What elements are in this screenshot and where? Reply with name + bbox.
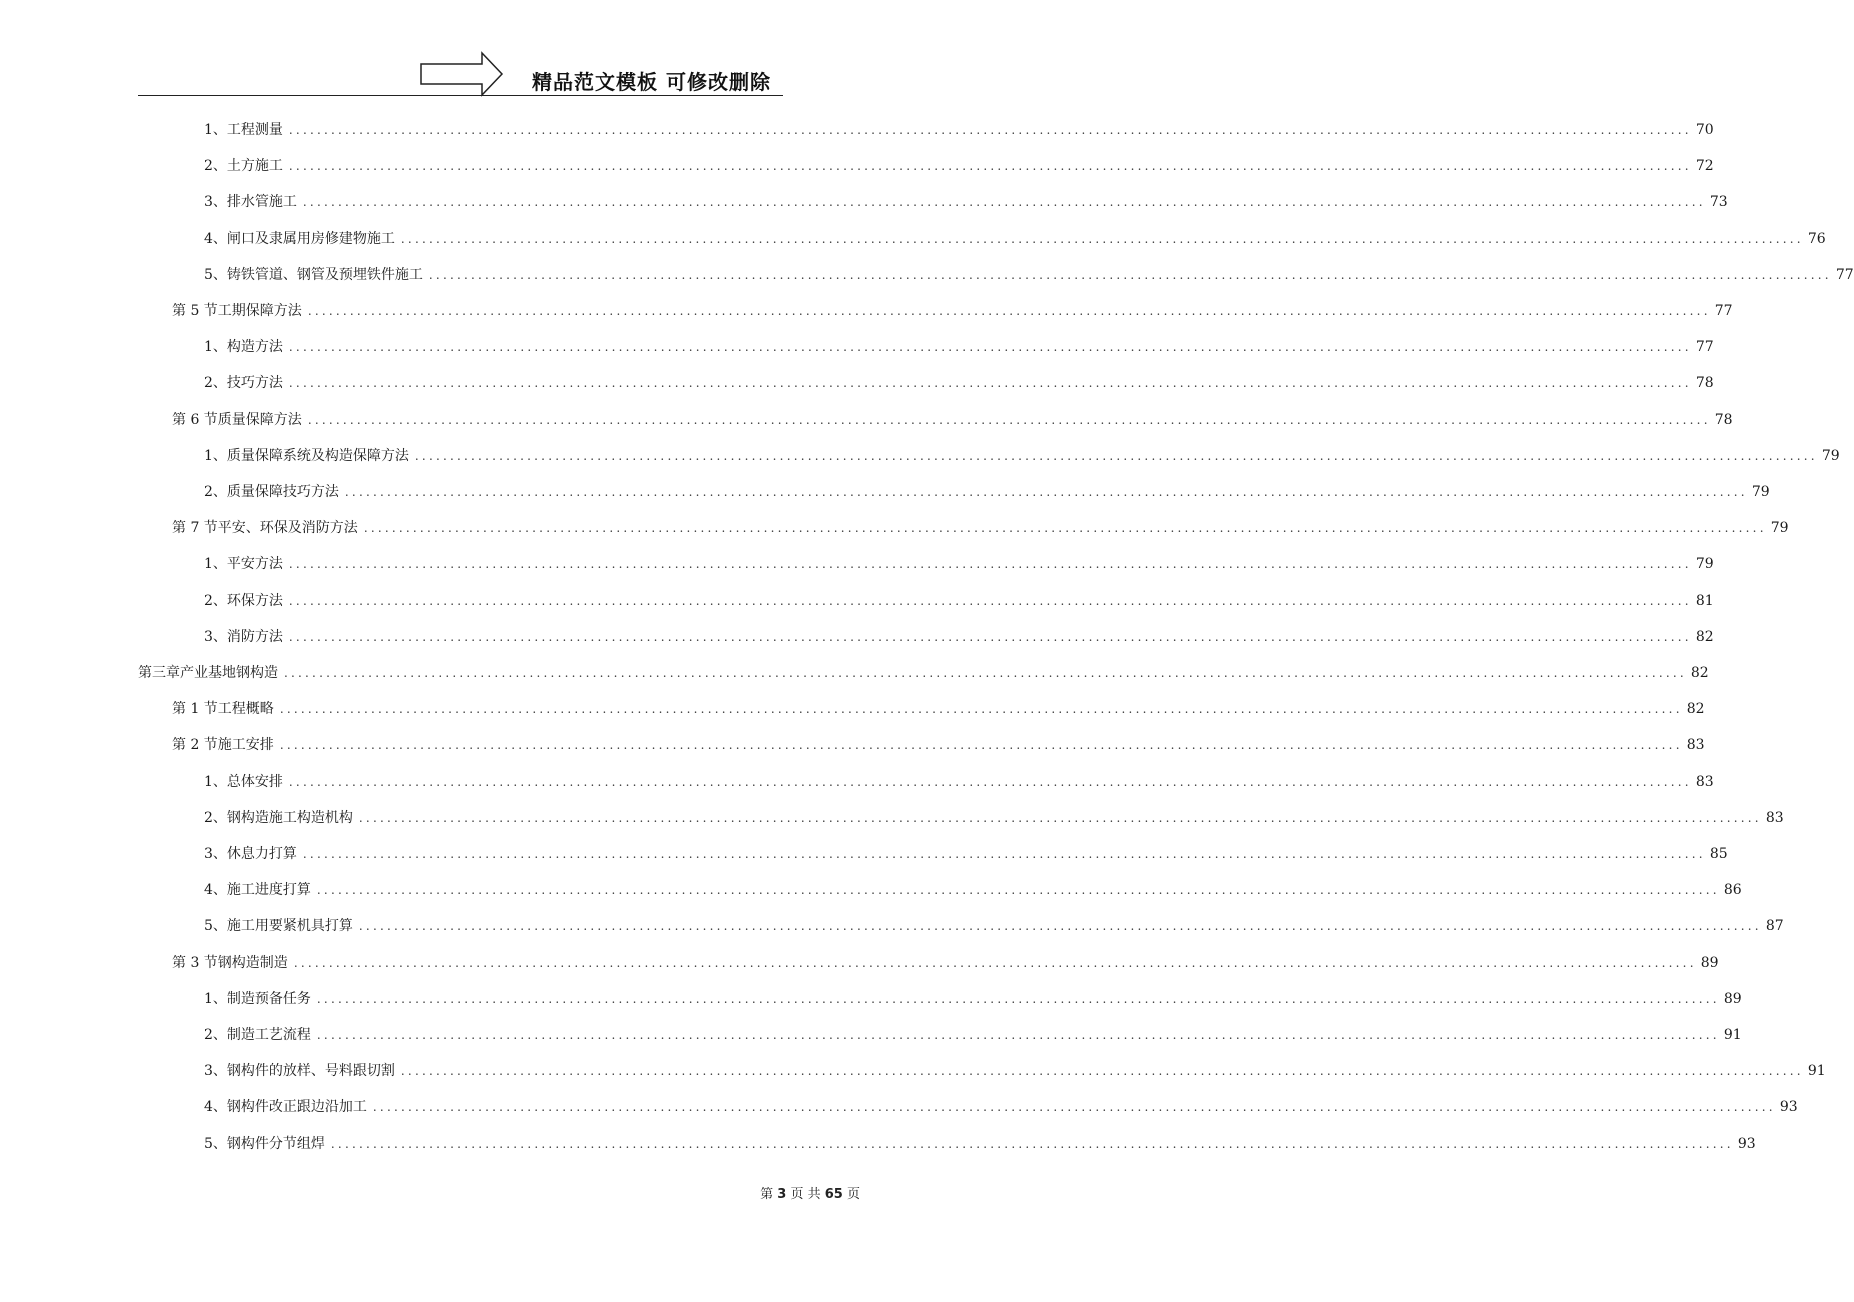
toc-entry[interactable] <box>204 474 1770 510</box>
toc-entry-page-number: 70 <box>1695 122 1714 138</box>
header-title: 精品范文模板 可修改删除 <box>532 70 771 94</box>
toc-entry[interactable] <box>172 945 1719 981</box>
toc-dot-leader: ........................................................................................................................................................................................................ <box>358 919 1762 934</box>
toc-entry[interactable] <box>204 329 1714 365</box>
toc-entry[interactable] <box>204 583 1714 619</box>
toc-dot-leader: ........................................................................................................................................................................................................ <box>279 738 1683 753</box>
toc-entry-page-number: 72 <box>1695 158 1714 175</box>
toc-entry-page-number: 82 <box>1695 628 1714 645</box>
toc-entry-page-number: 76 <box>1807 230 1826 247</box>
toc-entry[interactable] <box>204 1053 1826 1089</box>
footer-suffix: 页 <box>846 1187 860 1202</box>
toc-entry-page-number: 86 <box>1723 882 1742 899</box>
header-divider <box>138 95 783 96</box>
right-arrow-outline-icon <box>420 52 504 96</box>
toc-dot-leader: ........................................................................................................................................................................................................ <box>330 1136 1734 1151</box>
toc-dot-leader: ........................................................................................................................................................................................................ <box>288 340 1692 355</box>
toc-entry[interactable] <box>172 402 1733 438</box>
toc-entry-label: 1、质量保障系统及构造保障方法 <box>204 447 409 464</box>
toc-entry[interactable] <box>204 546 1714 582</box>
toc-entry-label: 2、土方施工 <box>204 158 283 175</box>
toc-dot-leader: ........................................................................................................................................................................................................ <box>372 1100 1776 1115</box>
toc-entry-label: 2、质量保障技巧方法 <box>204 484 339 500</box>
toc-entry[interactable] <box>204 221 1826 257</box>
toc-entry-page-number: 89 <box>1723 990 1742 1007</box>
toc-entry-page-number: 89 <box>1700 954 1719 971</box>
toc-entry-page-number: 83 <box>1695 773 1714 790</box>
toc-dot-leader: ........................................................................................................................................................................................................ <box>428 267 1832 282</box>
toc-entry-label: 第 1 节工程概略 <box>172 701 274 718</box>
toc-entry-page-number: 81 <box>1695 592 1714 609</box>
toc-dot-leader: ........................................................................................................................................................................................................ <box>279 702 1683 717</box>
toc-entry[interactable] <box>204 1089 1798 1125</box>
toc-entry-label: 3、休息力打算 <box>204 846 297 862</box>
toc-entry[interactable] <box>204 836 1728 872</box>
toc-entry-label: 1、构造方法 <box>204 339 283 356</box>
toc-entry-page-number: 93 <box>1779 1099 1798 1116</box>
toc-entry-label: 第 3 节钢构造制造 <box>172 954 288 971</box>
toc-dot-leader: ........................................................................................................................................................................................................ <box>344 485 1748 499</box>
toc-dot-leader: ........................................................................................................................................................................................................ <box>288 629 1692 644</box>
toc-dot-leader: ........................................................................................................................................................................................................ <box>400 1064 1804 1079</box>
toc-entry[interactable] <box>204 257 1854 293</box>
toc-dot-leader: ........................................................................................................................................................................................................ <box>358 810 1762 825</box>
toc-entry-page-number: 91 <box>1723 1027 1742 1043</box>
toc-entry-label: 4、施工进度打算 <box>204 882 311 899</box>
toc-entry-label: 3、钢构件的放样、号料跟切割 <box>204 1063 395 1080</box>
toc-dot-leader: ........................................................................................................................................................................................................ <box>307 304 1711 318</box>
toc-entry-label: 1、总体安排 <box>204 773 283 790</box>
toc-entry[interactable] <box>204 800 1784 836</box>
toc-entry-page-number: 77 <box>1714 303 1733 319</box>
footer-middle: 页 共 <box>790 1187 821 1202</box>
toc-dot-leader: ........................................................................................................................................................................................................ <box>288 123 1692 137</box>
toc-entry-label: 1、工程测量 <box>204 122 283 138</box>
toc-entry[interactable] <box>204 438 1840 474</box>
toc-entry-label: 1、制造预备任务 <box>204 990 311 1007</box>
toc-entry-label: 5、铸铁管道、钢管及预埋铁件施工 <box>204 266 423 283</box>
toc-entry-page-number: 79 <box>1821 447 1840 464</box>
toc-entry[interactable] <box>204 1126 1756 1162</box>
toc-entry[interactable] <box>172 293 1733 329</box>
toc-entry-page-number: 83 <box>1686 737 1705 754</box>
toc-entry-label: 1、平安方法 <box>204 556 283 573</box>
toc-entry-page-number: 77 <box>1695 339 1714 356</box>
toc-dot-leader: ........................................................................................................................................................................................................ <box>288 774 1692 789</box>
toc-entry-page-number: 82 <box>1686 701 1705 718</box>
toc-dot-leader: ........................................................................................................................................................................................................ <box>363 521 1767 536</box>
toc-entry[interactable] <box>204 908 1784 944</box>
toc-entry-page-number: 82 <box>1690 665 1709 681</box>
toc-entry[interactable] <box>204 981 1742 1017</box>
toc-entry[interactable] <box>138 655 1709 691</box>
toc-entry-label: 4、钢构件改正跟边沿加工 <box>204 1099 367 1116</box>
toc-entry[interactable] <box>172 727 1705 763</box>
page-footer <box>760 1183 860 1202</box>
toc-entry-page-number: 91 <box>1807 1063 1826 1080</box>
toc-entry-label: 第 5 节工期保障方法 <box>172 303 302 319</box>
toc-entry-label: 2、钢构造施工构造机构 <box>204 809 353 826</box>
footer-prefix: 第 <box>760 1187 774 1202</box>
total-page-count: 65 <box>824 1187 843 1202</box>
toc-entry-label: 5、施工用要紧机具打算 <box>204 918 353 935</box>
toc-entry[interactable] <box>204 872 1742 908</box>
toc-entry[interactable] <box>204 1017 1742 1053</box>
toc-entry[interactable] <box>172 691 1705 727</box>
toc-entry-page-number: 87 <box>1765 918 1784 935</box>
toc-dot-leader: ........................................................................................................................................................................................................ <box>288 159 1692 174</box>
current-page-number: 3 <box>777 1187 787 1202</box>
toc-dot-leader: ........................................................................................................................................................................................................ <box>284 666 1687 680</box>
toc-dot-leader: ........................................................................................................................................................................................................ <box>293 955 1697 970</box>
toc-entry-label: 3、排水管施工 <box>204 194 297 211</box>
toc-dot-leader: ........................................................................................................................................................................................................ <box>302 847 1706 861</box>
toc-entry[interactable] <box>204 112 1714 148</box>
toc-entry-label: 3、消防方法 <box>204 628 283 645</box>
toc-entry[interactable] <box>204 764 1714 800</box>
toc-entry-page-number: 85 <box>1709 846 1728 862</box>
toc-entry-page-number: 79 <box>1770 520 1789 537</box>
toc-entry-page-number: 77 <box>1835 266 1854 283</box>
toc-entry-label: 第 2 节施工安排 <box>172 737 274 754</box>
toc-dot-leader: ........................................................................................................................................................................................................ <box>302 195 1706 210</box>
toc-entry-label: 5、钢构件分节组焊 <box>204 1135 325 1152</box>
toc-dot-leader: ........................................................................................................................................................................................................ <box>400 231 1804 246</box>
toc-dot-leader: ........................................................................................................................................................................................................ <box>316 883 1720 898</box>
toc-entry[interactable] <box>204 148 1714 184</box>
toc-dot-leader: ........................................................................................................................................................................................................ <box>414 448 1818 463</box>
toc-entry-page-number: 79 <box>1695 556 1714 573</box>
toc-dot-leader: ........................................................................................................................................................................................................ <box>288 557 1692 572</box>
toc-dot-leader: ........................................................................................................................................................................................................ <box>288 376 1692 391</box>
toc-entry[interactable] <box>172 510 1789 546</box>
toc-entry-label: 第三章产业基地钢构造 <box>138 665 278 681</box>
toc-entry-label: 2、环保方法 <box>204 592 283 609</box>
toc-entry-page-number: 78 <box>1714 411 1733 428</box>
toc-entry[interactable] <box>204 619 1714 655</box>
toc-entry-page-number: 79 <box>1751 484 1770 500</box>
toc-entry-label: 2、技巧方法 <box>204 375 283 392</box>
toc-dot-leader: ........................................................................................................................................................................................................ <box>288 593 1692 608</box>
toc-entry-page-number: 83 <box>1765 809 1784 826</box>
toc-dot-leader: ........................................................................................................................................................................................................ <box>307 412 1711 427</box>
toc-entry-label: 第 7 节平安、环保及消防方法 <box>172 520 358 537</box>
toc-entry-label: 第 6 节质量保障方法 <box>172 411 302 428</box>
toc-entry-label: 4、闸口及隶属用房修建物施工 <box>204 230 395 247</box>
toc-entry[interactable] <box>204 365 1714 401</box>
toc-entry-label: 2、制造工艺流程 <box>204 1027 311 1043</box>
toc-entry[interactable] <box>204 184 1728 220</box>
toc-entry-page-number: 93 <box>1737 1135 1756 1152</box>
toc-dot-leader: ........................................................................................................................................................................................................ <box>316 991 1720 1006</box>
toc-entry-page-number: 78 <box>1695 375 1714 392</box>
toc-dot-leader: ........................................................................................................................................................................................................ <box>316 1028 1720 1042</box>
toc-entry-page-number: 73 <box>1709 194 1728 211</box>
